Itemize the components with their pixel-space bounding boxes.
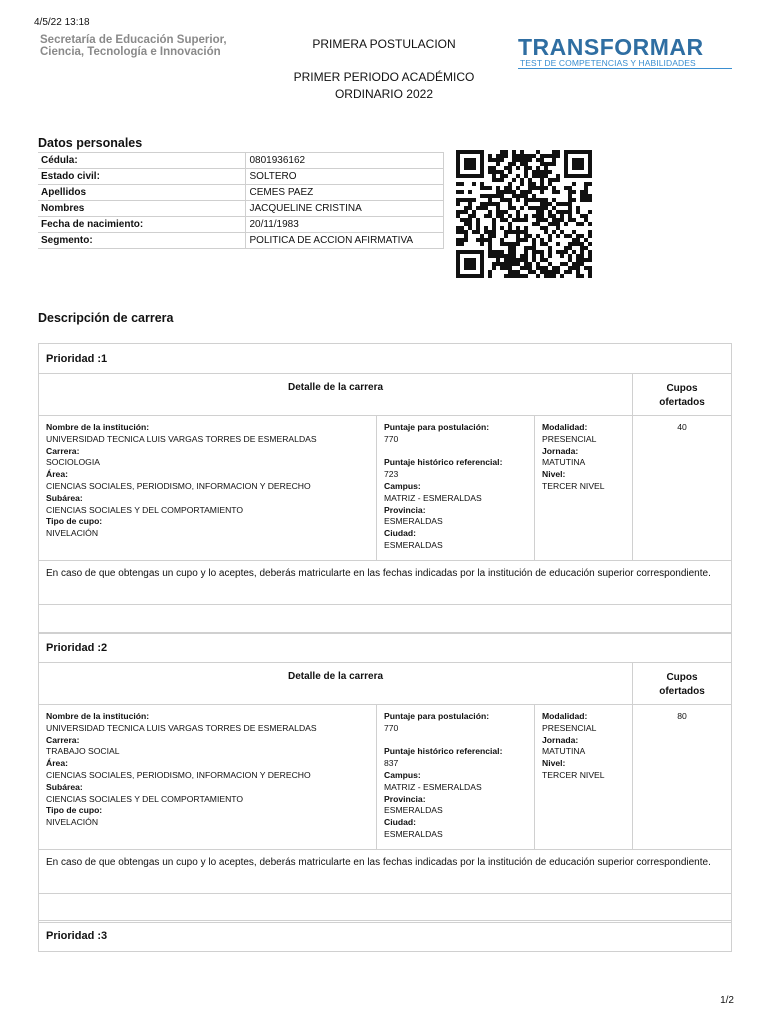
field-label: Cédula: xyxy=(38,153,245,169)
field-value: 0801936162 xyxy=(245,153,444,169)
cupos-header-line2: ofertados xyxy=(659,397,705,408)
field-value: CEMES PAEZ xyxy=(245,185,444,201)
subarea-value: CIENCIAS SOCIALES Y DEL COMPORTAMIENTO xyxy=(46,793,244,804)
score-column xyxy=(377,416,535,560)
career-label: Carrera: xyxy=(46,734,80,745)
historic-score-label: Puntaje histórico referencial: xyxy=(384,457,503,468)
province-label: Provincia: xyxy=(384,793,426,804)
blank-row xyxy=(39,605,731,633)
transformar-logo-tagline: TEST DE COMPETENCIAS Y HABILIDADES xyxy=(518,58,732,69)
quota-type-label: Tipo de cupo: xyxy=(46,516,103,527)
quota-value: 80 xyxy=(677,711,687,721)
city-label: Ciudad: xyxy=(384,528,416,539)
campus-label: Campus: xyxy=(384,480,421,491)
secretaria-logo-line1: Secretaría de Educación Superior, xyxy=(40,34,227,46)
table-row xyxy=(38,169,444,185)
field-value: POLITICA DE ACCION AFIRMATIVA xyxy=(245,233,444,249)
field-label: Estado civil: xyxy=(38,169,245,185)
page-number: 1/2 xyxy=(720,995,734,1006)
schedule-value: MATUTINA xyxy=(542,746,586,757)
detail-header: Detalle de la carrera xyxy=(39,374,633,415)
modality-value: PRESENCIAL xyxy=(542,433,597,444)
career-detail-row xyxy=(39,705,731,850)
enrollment-note: En caso de que obtengas un cupo y lo aceptes, deberás matricularte en las fechas indicadas por la institución de educación superior correspondiente. xyxy=(39,561,731,605)
level-value: TERCER NIVEL xyxy=(542,769,605,780)
score-label: Puntaje para postulación: xyxy=(384,711,490,721)
area-label: Área: xyxy=(46,758,68,769)
field-label: Fecha de nacimiento: xyxy=(38,217,245,233)
period-line1: PRIMER PERIODO ACADÉMICO xyxy=(293,70,475,84)
career-table-header xyxy=(39,374,731,416)
priority-heading: Prioridad :1 xyxy=(39,344,731,374)
table-row xyxy=(38,201,444,217)
priority-block-1 xyxy=(38,343,732,634)
cupos-header-line1: Cupos xyxy=(666,383,698,394)
level-label: Nivel: xyxy=(542,469,566,480)
blank-row xyxy=(39,894,731,922)
table-row xyxy=(38,153,444,169)
priority-block-2 xyxy=(38,632,732,923)
cupos-header-line2: ofertados xyxy=(659,686,705,697)
priority-block-3 xyxy=(38,920,732,952)
field-value: 20/11/1983 xyxy=(245,217,444,233)
quota-value: 40 xyxy=(677,422,687,432)
cupos-header-line1: Cupos xyxy=(666,672,698,683)
detail-header: Detalle de la carrera xyxy=(39,663,633,704)
area-value: CIENCIAS SOCIALES, PERIODISMO, INFORMACION Y DERECHO xyxy=(46,769,311,780)
table-row xyxy=(38,217,444,233)
enrollment-note: En caso de que obtengas un cupo y lo aceptes, deberás matricularte en las fechas indicadas por la institución de educación superior correspondiente. xyxy=(39,850,731,894)
campus-value: MATRIZ - ESMERALDAS xyxy=(384,781,482,792)
career-detail-row xyxy=(39,416,731,561)
career-value: SOCIOLOGIA xyxy=(46,457,100,468)
institution-value: UNIVERSIDAD TECNICA LUIS VARGAS TORRES DE ESMERALDAS xyxy=(46,433,317,444)
city-value: ESMERALDAS xyxy=(384,539,443,550)
institution-value: UNIVERSIDAD TECNICA LUIS VARGAS TORRES DE ESMERALDAS xyxy=(46,722,317,733)
priority-heading: Prioridad :3 xyxy=(46,930,108,942)
modality-label: Modalidad: xyxy=(542,422,588,432)
career-table-header xyxy=(39,663,731,705)
historic-score-label: Puntaje histórico referencial: xyxy=(384,746,503,757)
cupos-header xyxy=(633,663,731,704)
schedule-value: MATUTINA xyxy=(542,457,586,468)
transformar-logo-name: TRANSFORMAR xyxy=(518,34,704,60)
modality-column xyxy=(535,705,633,849)
career-value: TRABAJO SOCIAL xyxy=(46,746,120,757)
secretaria-logo xyxy=(40,34,227,58)
qr-code-icon xyxy=(456,150,592,278)
city-label: Ciudad: xyxy=(384,817,416,828)
subarea-value: CIENCIAS SOCIALES Y DEL COMPORTAMIENTO xyxy=(46,504,244,515)
quota-type-value: NIVELACIÓN xyxy=(46,528,99,539)
institution-column xyxy=(39,416,377,560)
personal-data-table xyxy=(38,152,444,249)
campus-value: MATRIZ - ESMERALDAS xyxy=(384,492,482,503)
schedule-label: Jornada: xyxy=(542,734,579,745)
historic-score-value: 837 xyxy=(384,758,399,769)
career-section-title: Descripción de carrera xyxy=(38,311,174,325)
institution-label: Nombre de la institución: xyxy=(46,711,150,721)
field-value: JACQUELINE CRISTINA xyxy=(245,201,444,217)
personal-data-title: Datos personales xyxy=(38,136,143,150)
quota-type-label: Tipo de cupo: xyxy=(46,805,103,816)
institution-label: Nombre de la institución: xyxy=(46,422,150,432)
field-label: Nombres xyxy=(38,201,245,217)
level-label: Nivel: xyxy=(542,758,566,769)
field-label: Segmento: xyxy=(38,233,245,249)
subarea-label: Subárea: xyxy=(46,492,83,503)
secretaria-logo-line2: Ciencia, Tecnología e Innovación xyxy=(40,46,221,58)
modality-value: PRESENCIAL xyxy=(542,722,597,733)
province-value: ESMERALDAS xyxy=(384,516,443,527)
career-label: Carrera: xyxy=(46,445,80,456)
historic-score-value: 723 xyxy=(384,469,399,480)
quota-type-value: NIVELACIÓN xyxy=(46,817,99,828)
area-label: Área: xyxy=(46,469,68,480)
score-column xyxy=(377,705,535,849)
transformar-logo xyxy=(518,36,732,69)
field-label: Apellidos xyxy=(38,185,245,201)
field-value: SOLTERO xyxy=(245,169,444,185)
institution-column xyxy=(39,705,377,849)
city-value: ESMERALDAS xyxy=(384,828,443,839)
area-value: CIENCIAS SOCIALES, PERIODISMO, INFORMACION Y DERECHO xyxy=(46,480,311,491)
print-timestamp: 4/5/22 13:18 xyxy=(34,17,90,28)
cupos-header xyxy=(633,374,731,415)
table-row xyxy=(38,185,444,201)
level-value: TERCER NIVEL xyxy=(542,480,605,491)
schedule-label: Jornada: xyxy=(542,445,579,456)
subarea-label: Subárea: xyxy=(46,781,83,792)
document-title: PRIMERA POSTULACION xyxy=(312,37,456,51)
period-line2: ORDINARIO 2022 xyxy=(334,87,434,101)
modality-column xyxy=(535,416,633,560)
province-value: ESMERALDAS xyxy=(384,805,443,816)
province-label: Provincia: xyxy=(384,504,426,515)
priority-heading: Prioridad :2 xyxy=(39,633,731,663)
modality-label: Modalidad: xyxy=(542,711,588,721)
campus-label: Campus: xyxy=(384,769,421,780)
score-label: Puntaje para postulación: xyxy=(384,422,490,432)
score-value: 770 xyxy=(384,433,399,444)
table-row xyxy=(38,233,444,249)
score-value: 770 xyxy=(384,722,399,733)
